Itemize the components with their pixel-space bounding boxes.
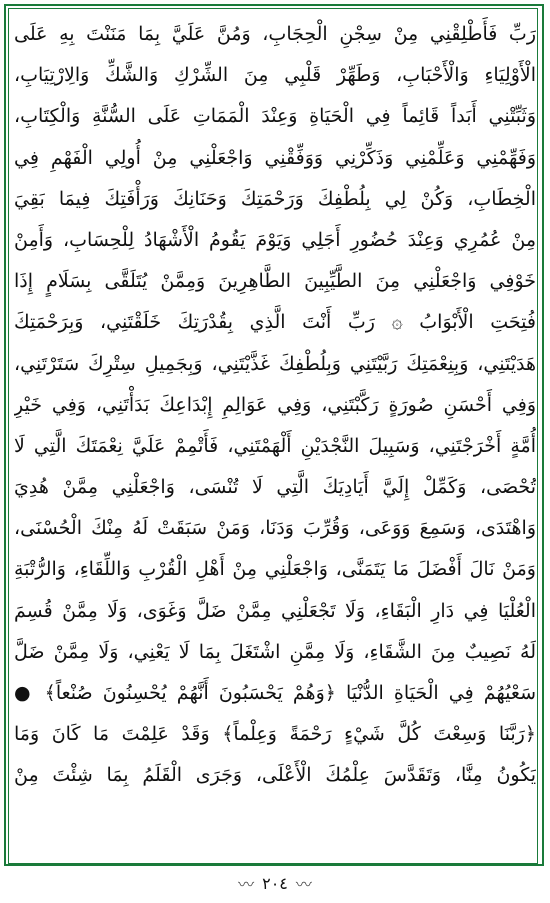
text-line: رَبِّ فَأَطْلِقْنِي مِنْ سِجْنِ الْحِجَابِ، وَمُنَّ عَلَيَّ بِمَا مَنَنْتَ بِهِ عَلَى	[14, 23, 536, 45]
text-line: تُحْصَى، وَكَمِّلْ إِلَيَّ أَيَادِيَكَ الَّتِي لَا تُنْسَى، وَاجْعَلْنِي مِمَّنْ هُدِيَ	[14, 476, 536, 499]
text-line: مِنْ عُمُرِي وَعِنْدَ حُضُورِ أَجَلِي وَيَوْمَ يَقُومُ الْأَشْهَادُ لِلْحِسَابِ، وَأَمِنْ	[14, 228, 536, 251]
ornament-right-icon: 〰	[295, 874, 312, 894]
text-line: لَهُ نَصِيبٌ مِنَ الشَّقَاءِ، وَلَا مِمَّنِ اشْتَغَلَ بِمَا لَا يَعْنِي، وَلَا مِمَّنْ ضَلَّ	[14, 640, 536, 663]
text-line: هَدَيْتَنِي، وَبِنِعْمَتِكَ رَبَّيْتَنِي وَبِلُطْفِكَ غَذَّيْتَنِي، وَبِجَمِيلِ سِتْرِكَ سَتَرْتَنِي،	[14, 352, 536, 375]
page-number: ٢٠٤	[262, 873, 288, 893]
prayer-text	[14, 14, 536, 797]
text-line: وَاهْتَدَى، وَسَمِعَ وَوَعَى، وَقُرِّبَ وَدَنَا، وَمَنْ سَبَقَتْ لَهُ مِنْكَ الْحُسْنَى،	[14, 517, 536, 540]
text-line: وَثَبِّتْنِي أَبَداً قَائِماً فِي الْحَيَاةِ وَعِنْدَ الْمَمَاتِ عَلَى السُّنَّةِ وَالْكِتَابِ،	[14, 105, 536, 128]
text-line: فُتِحَتِ الْأَبْوَابُ ۞ رَبِّ أَنْتَ الَّذِي بِقُدْرَتِكَ خَلَقْتَنِي، وَبِرَحْمَتِكَ	[14, 311, 536, 334]
text-line: خَوْفِي وَاجْعَلْنِي مِنَ الطَّيِّبِينَ الطَّاهِرِينَ وَمِمَّنْ يُتَلَقَّى بِسَلَامٍ إِذَا	[14, 270, 536, 293]
text-line: سَعْيُهُمْ فِي الْحَيَاةِ الدُّنْيَا ﴿وَهُمْ يَحْسَبُونَ أَنَّهُمْ يُحْسِنُونَ صُنْعاً﴾ ●	[14, 682, 536, 704]
text-line: وَفِي أَحْسَنِ صُورَةٍ رَكَّبْتَنِي، وَفِي عَوَالِمِ إِبْدَاعِكَ بَدَأْتَنِي، وَفِي خَيْرِ	[14, 393, 536, 416]
text-line: وَمَنْ نَالَ أَفْضَلَ مَا يَتَمَنَّى، وَاجْعَلْنِي مِنْ أَهْلِ الْقُرْبِ وَاللِّقَاءِ، وَالرُّتْبَةِ	[14, 558, 536, 581]
text-line: أُمَّةٍ أَخْرَجْتَنِي، وَسَبِيلَ النَّجْدَيْنِ أَلْهَمْتَنِي، فَأَتْمِمْ عَلَيَّ نِعْمَتَكَ الَّتِي لَا	[14, 434, 536, 457]
text-line: ﴿رَبَّنَا وَسِعْتَ كُلَّ شَيْءٍ رَحْمَةً وَعِلْماً﴾ وَقَدْ عَلِمْتَ مَا كَانَ وَمَا	[14, 723, 536, 746]
text-line: وَفَهِّمْنِي وَعَلِّمْنِي وَذَكِّرْنِي وَوَفِّقْنِي وَاجْعَلْنِي مِنْ أُولِي الْفَهْمِ فِي	[14, 146, 536, 169]
text-line: الْخِطَابِ، وَكُنْ لِي بِلُطْفِكَ وَرَحْمَتِكَ وَحَنَانِكَ وَرَأْفَتِكَ فِيمَا بَقِيَ	[14, 187, 536, 210]
text-line: الْأَوْلِيَاءِ وَالْأَحْبَابِ، وَطَهِّرْ قَلْبِي مِنَ الشِّرْكِ وَالشَّكِّ وَالِارْتِيَابِ،	[14, 64, 536, 87]
text-line: يَكُونُ مِنَّا، وَتَقَدَّسَ عِلْمُكَ الْأَعْلَى، وَجَرَى الْقَلَمُ بِمَا شِئْتَ مِنْ	[14, 764, 536, 787]
text-line: الْعُلْيَا فِي دَارِ الْبَقَاءِ، وَلَا تَجْعَلْنِي مِمَّنْ ضَلَّ وَغَوَى، وَلَا مِمَّنْ قُسِمَ	[14, 599, 536, 622]
page-footer	[0, 868, 550, 898]
ornament-left-icon: 〰	[238, 874, 255, 894]
